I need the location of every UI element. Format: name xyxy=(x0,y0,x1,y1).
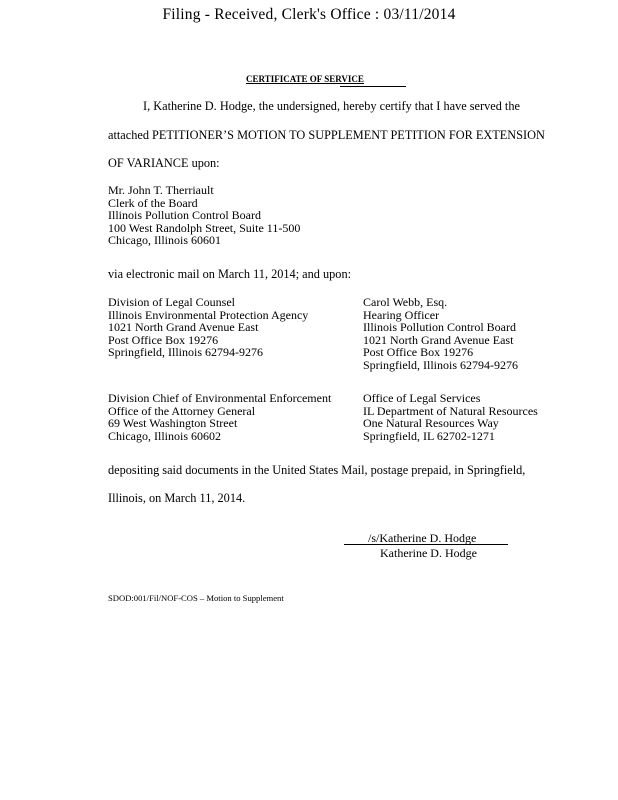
signer-name: Katherine D. Hodge xyxy=(380,546,477,560)
certify-line-3: OF VARIANCE upon: xyxy=(108,156,220,170)
address-line: Carol Webb, Esq. xyxy=(363,295,448,309)
closing-line-1: depositing said documents in the United States Mail, postage prepaid, in Springfield, xyxy=(108,463,526,477)
document-footer-code: SDOD:001/Fil/NOF-COS – Motion to Supplement xyxy=(108,593,284,603)
address-line: Post Office Box 19276 xyxy=(108,332,219,347)
recipient-attorney-general-address xyxy=(108,392,331,442)
certificate-title: CERTIFICATE OF SERVICE xyxy=(246,74,364,84)
address-line: Division of Legal Counsel xyxy=(108,295,235,309)
address-line: Post Office Box 19276 xyxy=(363,345,474,360)
recipient-iepa-address xyxy=(108,296,308,359)
recipient-hearing-officer-address xyxy=(363,296,518,372)
address-line: 100 West Randolph Street, Suite 11-500 xyxy=(108,220,301,235)
address-line: IL Department of Natural Resources xyxy=(363,403,538,418)
address-line: Chicago, Illinois 60602 xyxy=(108,428,221,443)
closing-line-2: Illinois, on March 11, 2014. xyxy=(108,491,246,505)
filing-header: Filing - Received, Clerk's Office : 03/11/2014 xyxy=(162,6,456,23)
recipient-legal-services-address xyxy=(363,392,538,442)
title-underline xyxy=(340,86,406,87)
address-line: Illinois Pollution Control Board xyxy=(363,320,517,335)
address-line: Springfield, Illinois 62794-9276 xyxy=(363,357,518,372)
certify-line-1: I, Katherine D. Hodge, the undersigned, hereby certify that I have served the xyxy=(143,99,520,113)
address-line: 1021 North Grand Avenue East xyxy=(108,320,259,335)
address-line: Springfield, Illinois 62794-9276 xyxy=(108,345,263,360)
recipient-clerk-address xyxy=(108,184,300,247)
electronic-signature: /s/Katherine D. Hodge xyxy=(368,531,477,545)
address-line: Hearing Officer xyxy=(363,307,440,322)
address-line: Springfield, IL 62702-1271 xyxy=(363,428,495,443)
certify-line-2: attached PETITIONER’S MOTION TO SUPPLEMENT PETITION FOR EXTENSION xyxy=(108,128,545,142)
via-electronic-mail-line: via electronic mail on March 11, 2014; and upon: xyxy=(108,267,352,281)
address-line: Mr. John T. Therriault xyxy=(108,183,214,197)
address-line: One Natural Resources Way xyxy=(363,416,499,431)
address-line: Illinois Pollution Control Board xyxy=(108,208,262,223)
signature-line xyxy=(344,544,508,545)
address-line: Illinois Environmental Protection Agency xyxy=(108,307,309,322)
address-line: 69 West Washington Street xyxy=(108,416,238,431)
address-line: Division Chief of Environmental Enforcement xyxy=(108,391,332,405)
address-line: 1021 North Grand Avenue East xyxy=(363,332,514,347)
address-line: Chicago, Illinois 60601 xyxy=(108,233,221,248)
address-line: Clerk of the Board xyxy=(108,195,198,210)
address-line: Office of the Attorney General xyxy=(108,403,256,418)
address-line: Office of Legal Services xyxy=(363,391,481,405)
